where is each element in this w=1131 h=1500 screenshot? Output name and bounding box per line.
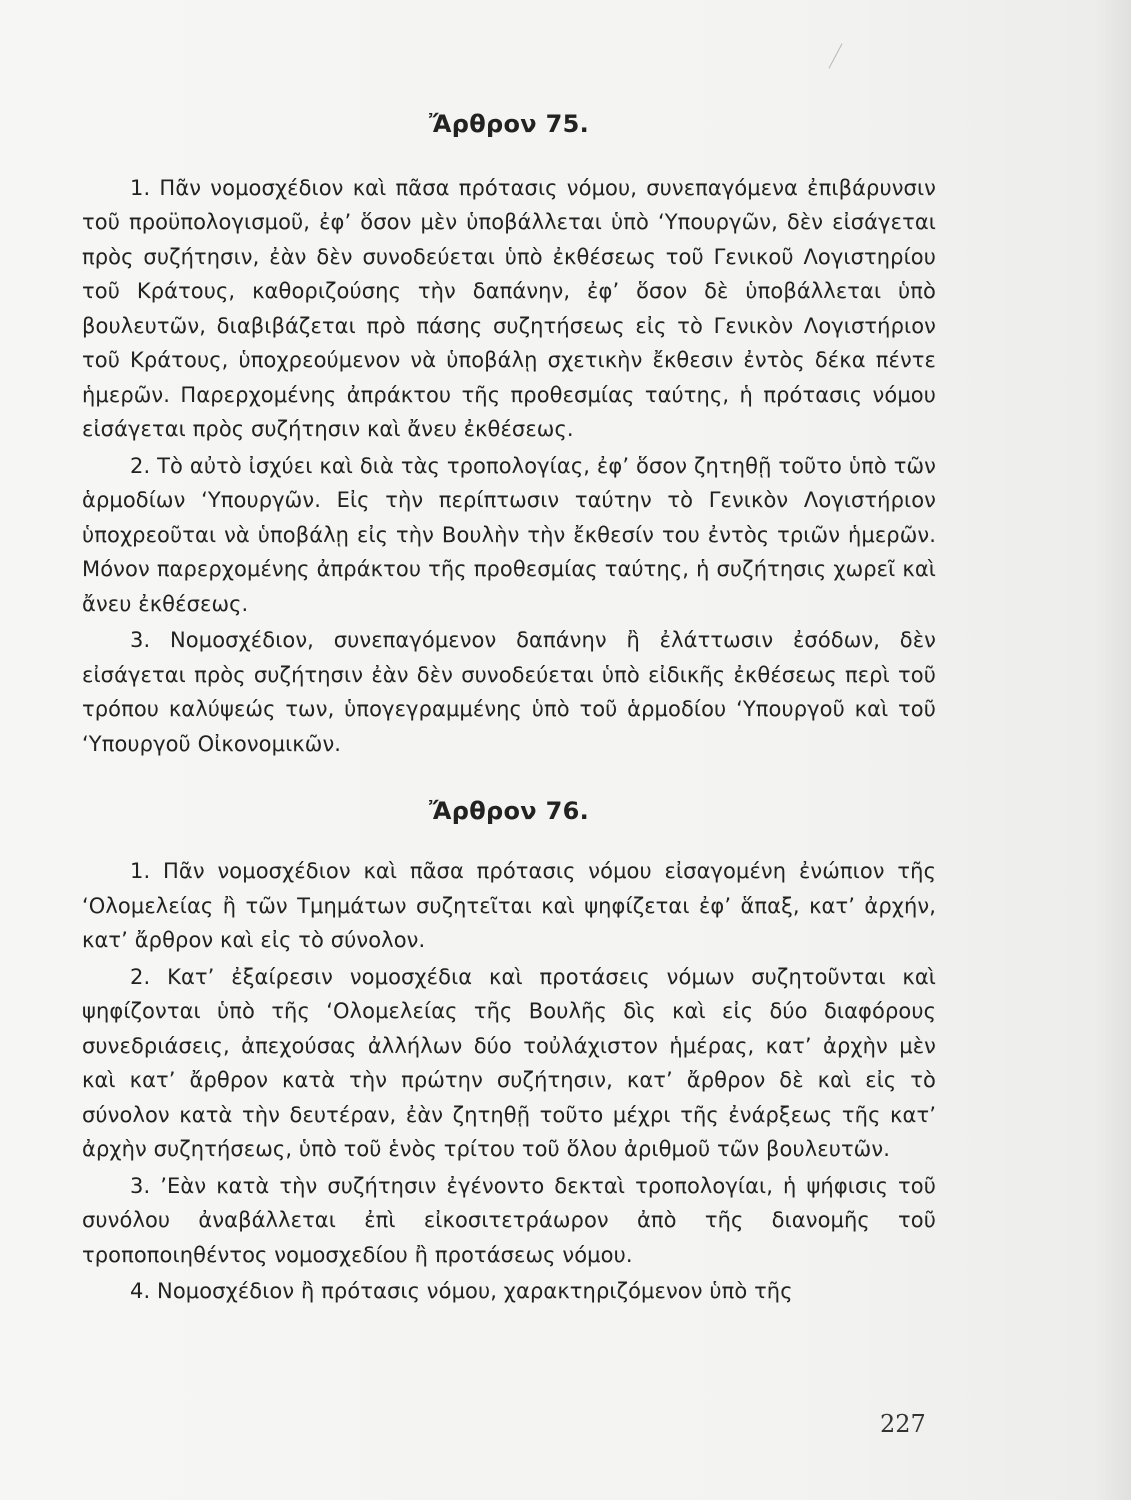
- article-75-paragraph-2: 2. Τὸ αὐτὸ ἰσχύει καὶ διὰ τὰς τροπολογίας, ἐφ’ ὅσον ζητηθῇ τοῦτο ὑπὸ τῶν ἁρμοδίων ‘Υπουργῶν. Εἰς τὴν περίπτωσιν ταύτην τὸ Γενικὸν Λογιστήριον ὑποχρεοῦται νὰ ὑποβάλῃ εἰς τὴν Βουλὴν τὴν ἔκθεσίν του ἐντὸς τριῶν ἡμερῶν. Μόνον παρερχομένης ἀπράκτου τῆς προθεσμίας ταύτης, ἡ συζήτησις χωρεῖ καὶ ἄνευ ἐκθέσεως.: [82, 453, 936, 616]
- article-76-paragraph-2: 2. Κατ’ ἐξαίρεσιν νομοσχέδια καὶ προτάσεις νόμων συζητοῦνται καὶ ψηφίζονται ὑπὸ τῆς ‘Ολομελείας τῆς Βουλῆς δὶς καὶ εἰς δύο διαφόρους συνεδριάσεις, ἀπεχούσας ἀλλήλων δύο τοὐλάχιστον ἡμέρας, κατ’ ἀρχὴν μὲν καὶ κατ’ ἄρθρον κατὰ τὴν πρώτην συζήτησιν, κατ’ ἄρθρον δὲ καὶ εἰς τὸ σύνολον κατὰ τὴν δευτέραν, ἐὰν ζητηθῇ τοῦτο μέχρι τῆς ἐνάρξεως τῆς κατ’ ἀρχὴν συζητήσεως, ὑπὸ τοῦ ἑνὸς τρίτου τοῦ ὅλου ἀριθμοῦ τῶν βουλευτῶν.: [82, 964, 936, 1162]
- article-76-paragraph-1: 1. Πᾶν νομοσχέδιον καὶ πᾶσα πρότασις νόμου εἰσαγομένη ἐνώπιον τῆς ‘Ολομελείας ἢ τῶν Τμημάτων συζητεῖται καὶ ψηφίζεται ἐφ’ ἅπαξ, κατ’ ἀρχήν, κατ’ ἄρθρον καὶ εἰς τὸ σύνολον.: [82, 859, 936, 953]
- article-76-paragraph-4: 4. Νομοσχέδιον ἢ πρότασις νόμου, χαρακτηριζόμενον ὑπὸ τῆς: [130, 1279, 793, 1304]
- page-number: 227: [880, 1410, 926, 1438]
- document-body: [82, 110, 936, 1311]
- article-76-paragraph-3: 3. ’Εὰν κατὰ τὴν συζήτησιν ἐγένοντο δεκταὶ τροπολογίαι, ἡ ψήφισις τοῦ συνόλου ἀναβάλλεται ἐπὶ εἰκοσιτετράωρον ἀπὸ τῆς διανομῆς τοῦ τροποποιηθέντος νομοσχεδίου ἢ προτάσεως νόμου.: [82, 1173, 936, 1267]
- article-75-title: Ἄρθρον 75.: [429, 110, 589, 138]
- article-76-title: Ἄρθρον 76.: [429, 797, 589, 826]
- article-75-paragraph-3: 3. Νομοσχέδιον, συνεπαγόμενον δαπάνην ἢ ἐλάττωσιν ἐσόδων, δὲν εἰσάγεται πρὸς συζήτησιν ἐὰν δὲν συνοδεύεται ὑπὸ εἰδικῆς ἐκθέσεως περὶ τοῦ τρόπου καλύψεώς των, ὑπογεγραμμένης ὑπὸ τοῦ ἁρμοδίου ‘Υπουργοῦ καὶ τοῦ ‘Υπουργοῦ Οἰκονομικῶν.: [82, 628, 936, 756]
- page-edge-shadow: [1095, 0, 1131, 1500]
- article-75-paragraph-1: 1. Πᾶν νομοσχέδιον καὶ πᾶσα πρότασις νόμου, συνεπαγόμενα ἐπιβάρυνσιν τοῦ προϋπολογισμοῦ, ἐφ’ ὅσον μὲν ὑποβάλλεται ὑπὸ ‘Υπουργῶν, δὲν εἰσάγεται πρὸς συζήτησιν, ἐὰν δὲν συνοδεύεται ὑπὸ ἐκθέσεως τοῦ Γενικοῦ Λογιστηρίου τοῦ Κράτους, καθοριζούσης τὴν δαπάνην, ἐφ’ ὅσον δὲ ὑποβάλλεται ὑπὸ βουλευτῶν, διαβιβάζεται πρὸ πάσης συζητήσεως εἰς τὸ Γενικὸν Λογιστήριον τοῦ Κράτους, ὑποχρεούμενον νὰ ὑποβάλῃ σχετικὴν ἔκθεσιν ἐντὸς δέκα πέντε ἡμερῶν. Παρερχομένης ἀπράκτου τῆς προθεσμίας ταύτης, ἡ πρότασις νόμου εἰσάγεται πρὸς συζήτησιν καὶ ἄνευ ἐκθέσεως.: [82, 175, 936, 442]
- paper-mark: [828, 43, 842, 68]
